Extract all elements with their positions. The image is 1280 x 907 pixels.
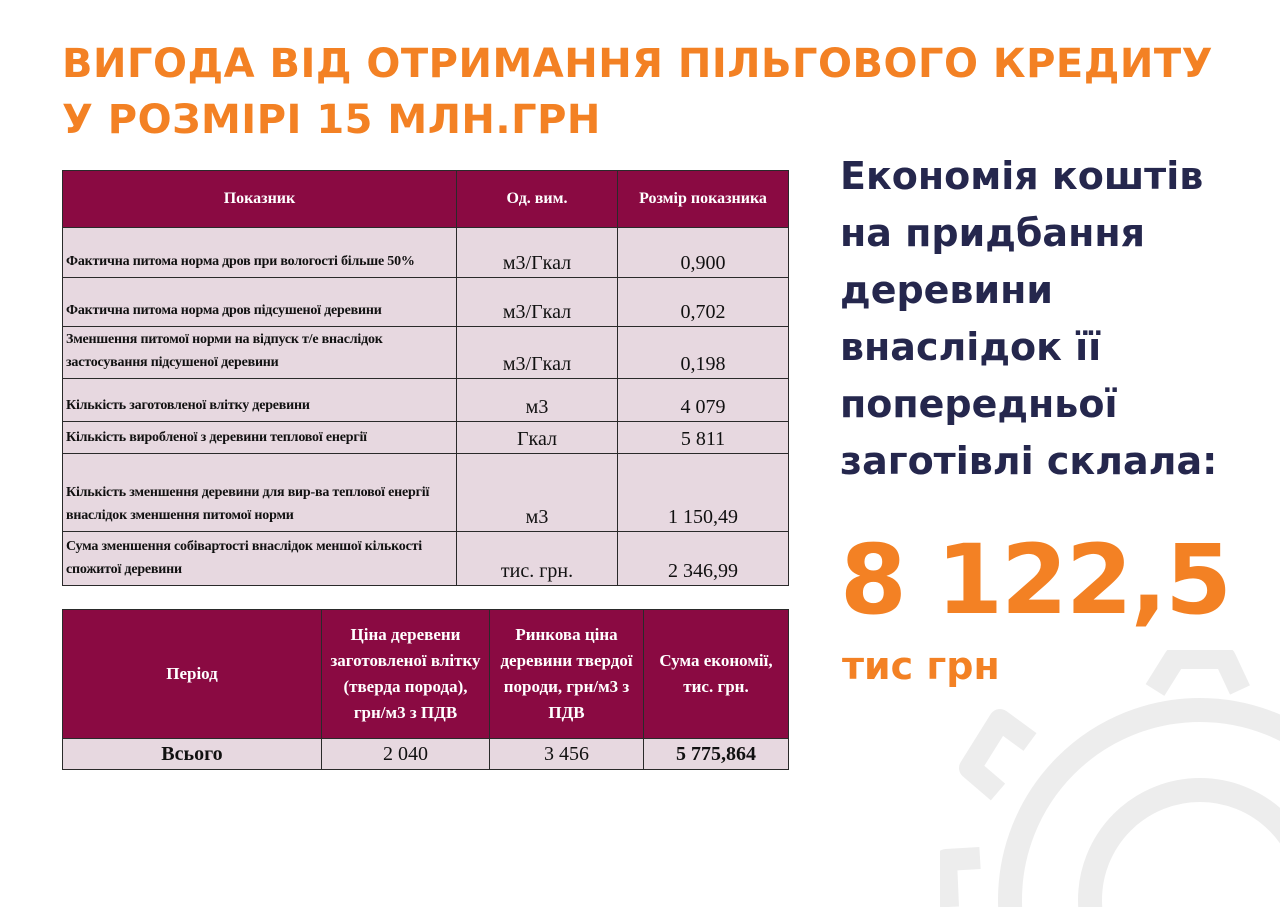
table-row bbox=[63, 327, 789, 379]
table-row bbox=[63, 278, 789, 327]
value-cell: 1 150,49 bbox=[618, 454, 789, 532]
table-row bbox=[63, 454, 789, 532]
header-value: Розмір показника bbox=[618, 171, 789, 228]
header-unit: Од. вим. bbox=[457, 171, 618, 228]
savings-header-row bbox=[63, 610, 789, 739]
indicator-cell: Кількість виробленої з деревини теплової енергії bbox=[63, 422, 457, 454]
economy-heading bbox=[840, 148, 1260, 490]
header-savings: Сума економії, тис. грн. bbox=[644, 610, 789, 739]
header-harvested-price: Ціна деревени заготовленої влітку (тверда порода), грн/м3 з ПДВ bbox=[322, 610, 490, 739]
title-line-2: У РОЗМІРІ 15 МЛН.ГРН bbox=[62, 97, 601, 143]
gear-outline-icon bbox=[940, 650, 1280, 907]
indicator-cell: Фактична питома норма дров підсушеної деревини bbox=[63, 278, 457, 327]
unit-cell: м3/Гкал bbox=[457, 327, 618, 379]
market-price-cell: 3 456 bbox=[490, 739, 644, 770]
indicator-cell: Кількість заготовленої влітку деревини bbox=[63, 379, 457, 422]
economy-amount: 8 122,5 bbox=[840, 524, 1230, 636]
table-row bbox=[63, 422, 789, 454]
indicators-header-row bbox=[63, 171, 789, 228]
unit-cell: м3/Гкал bbox=[457, 228, 618, 278]
value-cell: 2 346,99 bbox=[618, 532, 789, 586]
unit-cell: м3 bbox=[457, 379, 618, 422]
unit-cell: тис. грн. bbox=[457, 532, 618, 586]
economy-line: на придбання bbox=[840, 211, 1145, 255]
value-cell: 0,198 bbox=[618, 327, 789, 379]
unit-cell: м3 bbox=[457, 454, 618, 532]
value-cell: 5 811 bbox=[618, 422, 789, 454]
value-cell: 0,900 bbox=[618, 228, 789, 278]
indicator-cell: Фактична питома норма дров при вологості більше 50% bbox=[63, 228, 457, 278]
period-cell: Всього bbox=[63, 739, 322, 770]
page-title bbox=[62, 36, 1242, 148]
unit-cell: м3/Гкал bbox=[457, 278, 618, 327]
header-market-price: Ринкова ціна деревини твердої породи, грн/м3 з ПДВ bbox=[490, 610, 644, 739]
economy-line: попередньої bbox=[840, 382, 1118, 426]
indicators-table bbox=[62, 170, 789, 586]
table-row bbox=[63, 532, 789, 586]
harvested-price-cell: 2 040 bbox=[322, 739, 490, 770]
economy-line: Економія коштів bbox=[840, 154, 1204, 198]
header-period: Період bbox=[63, 610, 322, 739]
title-line-1: ВИГОДА ВІД ОТРИМАННЯ ПІЛЬГОВОГО КРЕДИТУ bbox=[62, 41, 1213, 87]
value-cell: 4 079 bbox=[618, 379, 789, 422]
economy-line: заготівлі склала: bbox=[840, 439, 1218, 483]
economy-line: деревини bbox=[840, 268, 1053, 312]
savings-cell: 5 775,864 bbox=[644, 739, 789, 770]
indicator-cell: Кількість зменшення деревини для вир-ва теплової енергії внаслідок зменшення питомої норми bbox=[63, 454, 457, 532]
table-row bbox=[63, 228, 789, 278]
value-cell: 0,702 bbox=[618, 278, 789, 327]
savings-table bbox=[62, 609, 789, 770]
unit-cell: Гкал bbox=[457, 422, 618, 454]
header-indicator: Показник bbox=[63, 171, 457, 228]
indicator-cell: Сума зменшення собівартості внаслідок меншої кількості спожитої деревини bbox=[63, 532, 457, 586]
economy-line: внаслідок її bbox=[840, 325, 1102, 369]
table-row bbox=[63, 379, 789, 422]
total-row bbox=[63, 739, 789, 770]
indicator-cell: Зменшення питомої норми на відпуск т/е внаслідок застосування підсушеної деревини bbox=[63, 327, 457, 379]
economy-unit: тис грн bbox=[842, 644, 1000, 688]
